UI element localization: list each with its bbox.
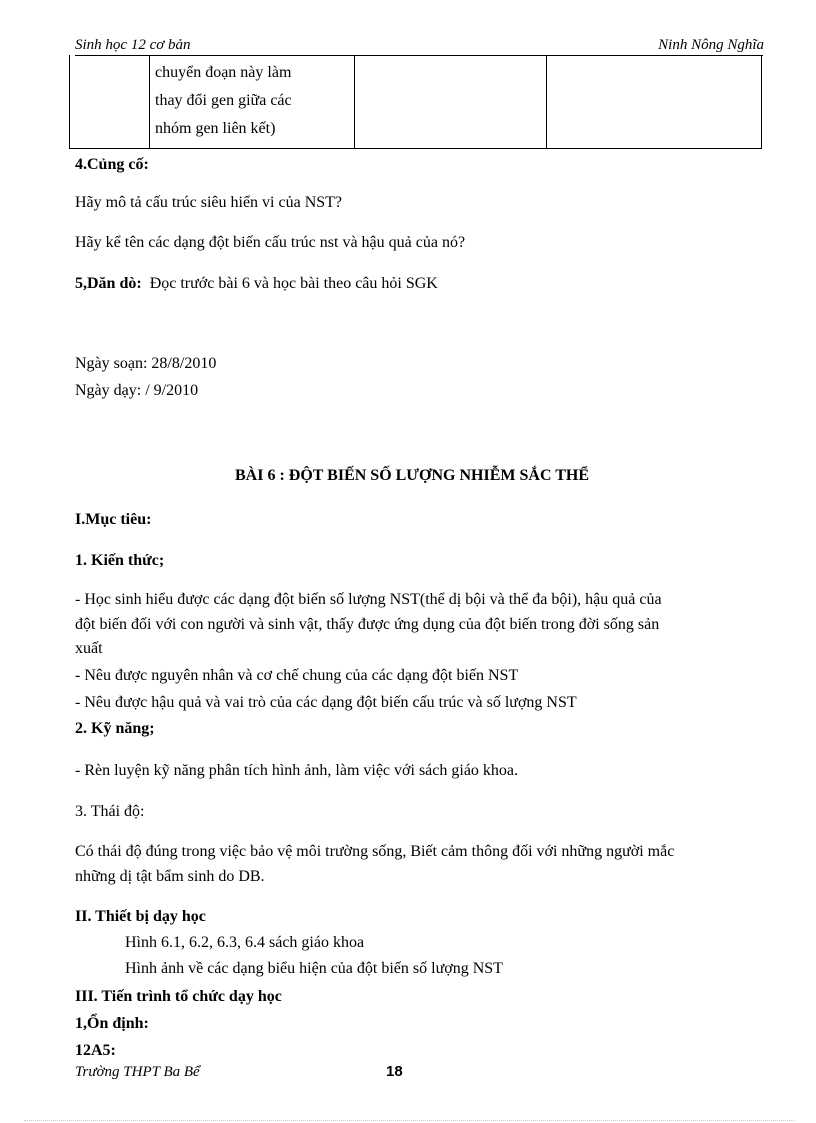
thiet-bi-line-2: Hình ảnh về các dạng biểu hiện của đột biến số lượng NST — [125, 960, 503, 977]
class-label: 12A5: — [75, 1042, 116, 1059]
heading-tien-trinh: III. Tiến trình tổ chức dạy học — [75, 988, 282, 1005]
kien-thuc-line-1: - Học sinh hiểu được các dạng đột biến số lượng NST(thể dị bội và thể đa bội), hậu quả của — [75, 591, 662, 608]
kien-thuc-line-5: - Nêu được hậu quả và vai trò của các dạng đột biến cấu trúc và số lượng NST — [75, 694, 577, 711]
question-2: Hãy kể tên các dạng đột biến cấu trúc nst và hậu quả của nó? — [75, 234, 466, 251]
ky-nang-line-1: - Rèn luyện kỹ năng phân tích hình ảnh, làm việc với sách giáo khoa. — [75, 762, 519, 779]
table-divider-1 — [149, 55, 150, 149]
question-1: Hãy mô tả cấu trúc siêu hiển vi của NST? — [75, 194, 343, 211]
heading-cung-co: 4.Củng cố: — [75, 156, 149, 173]
dan-do-text: Đọc trước bài 6 và học bài theo câu hỏi SGK — [149, 275, 438, 292]
page-bottom-divider — [24, 1120, 794, 1121]
kien-thuc-line-2: đột biến đối với con người và sinh vật, thấy được ứng dụng của đột biến trong đời sống sản — [75, 616, 660, 633]
kien-thuc-line-3: xuất — [75, 640, 103, 657]
ngay-day: Ngày dạy: / 9/2010 — [75, 382, 199, 399]
ngay-soan: Ngày soạn: 28/8/2010 — [75, 355, 217, 372]
footer-school: Trường THPT Ba Bể — [75, 1064, 200, 1080]
heading-on-dinh: 1,Ổn định: — [75, 1015, 149, 1032]
page-number: 18 — [386, 1063, 403, 1080]
heading-muc-tieu: I.Mục tiêu: — [75, 511, 152, 528]
header-subject: Sinh học 12 cơ bản — [75, 37, 191, 53]
kien-thuc-line-4: - Nêu được nguyên nhân và cơ chế chung của các dạng đột biến NST — [75, 667, 519, 684]
lesson-title: BÀI 6 : ĐỘT BIẾN SỐ LƯỢNG NHIỄM SẮC THỂ — [235, 467, 589, 484]
thai-do-line-2: những dị tật bẩm sinh do DB. — [75, 868, 265, 885]
dan-do-line — [75, 273, 438, 295]
thiet-bi-line-1: Hình 6.1, 6.2, 6.3, 6.4 sách giáo khoa — [125, 934, 365, 951]
heading-thiet-bi: II. Thiết bị dạy học — [75, 908, 206, 925]
table-fragment — [69, 55, 762, 149]
thai-do-line-1: Có thái độ đúng trong việc bảo vệ môi trường sống, Biết cảm thông đối với những người mắc — [75, 843, 675, 860]
table-cell-text: chuyển đoạn này làm thay đổi gen giữa các nhóm gen liên kết) — [155, 64, 292, 137]
table-divider-2 — [354, 55, 355, 149]
dan-do-label: 5,Dăn dò: — [75, 275, 142, 292]
heading-kien-thuc: 1. Kiến thức; — [75, 552, 165, 569]
heading-thai-do: 3. Thái độ: — [75, 803, 145, 820]
header-author: Ninh Nông Nghĩa — [658, 37, 764, 53]
table-divider-3 — [546, 55, 547, 149]
heading-ky-nang: 2. Kỹ năng; — [75, 720, 155, 737]
